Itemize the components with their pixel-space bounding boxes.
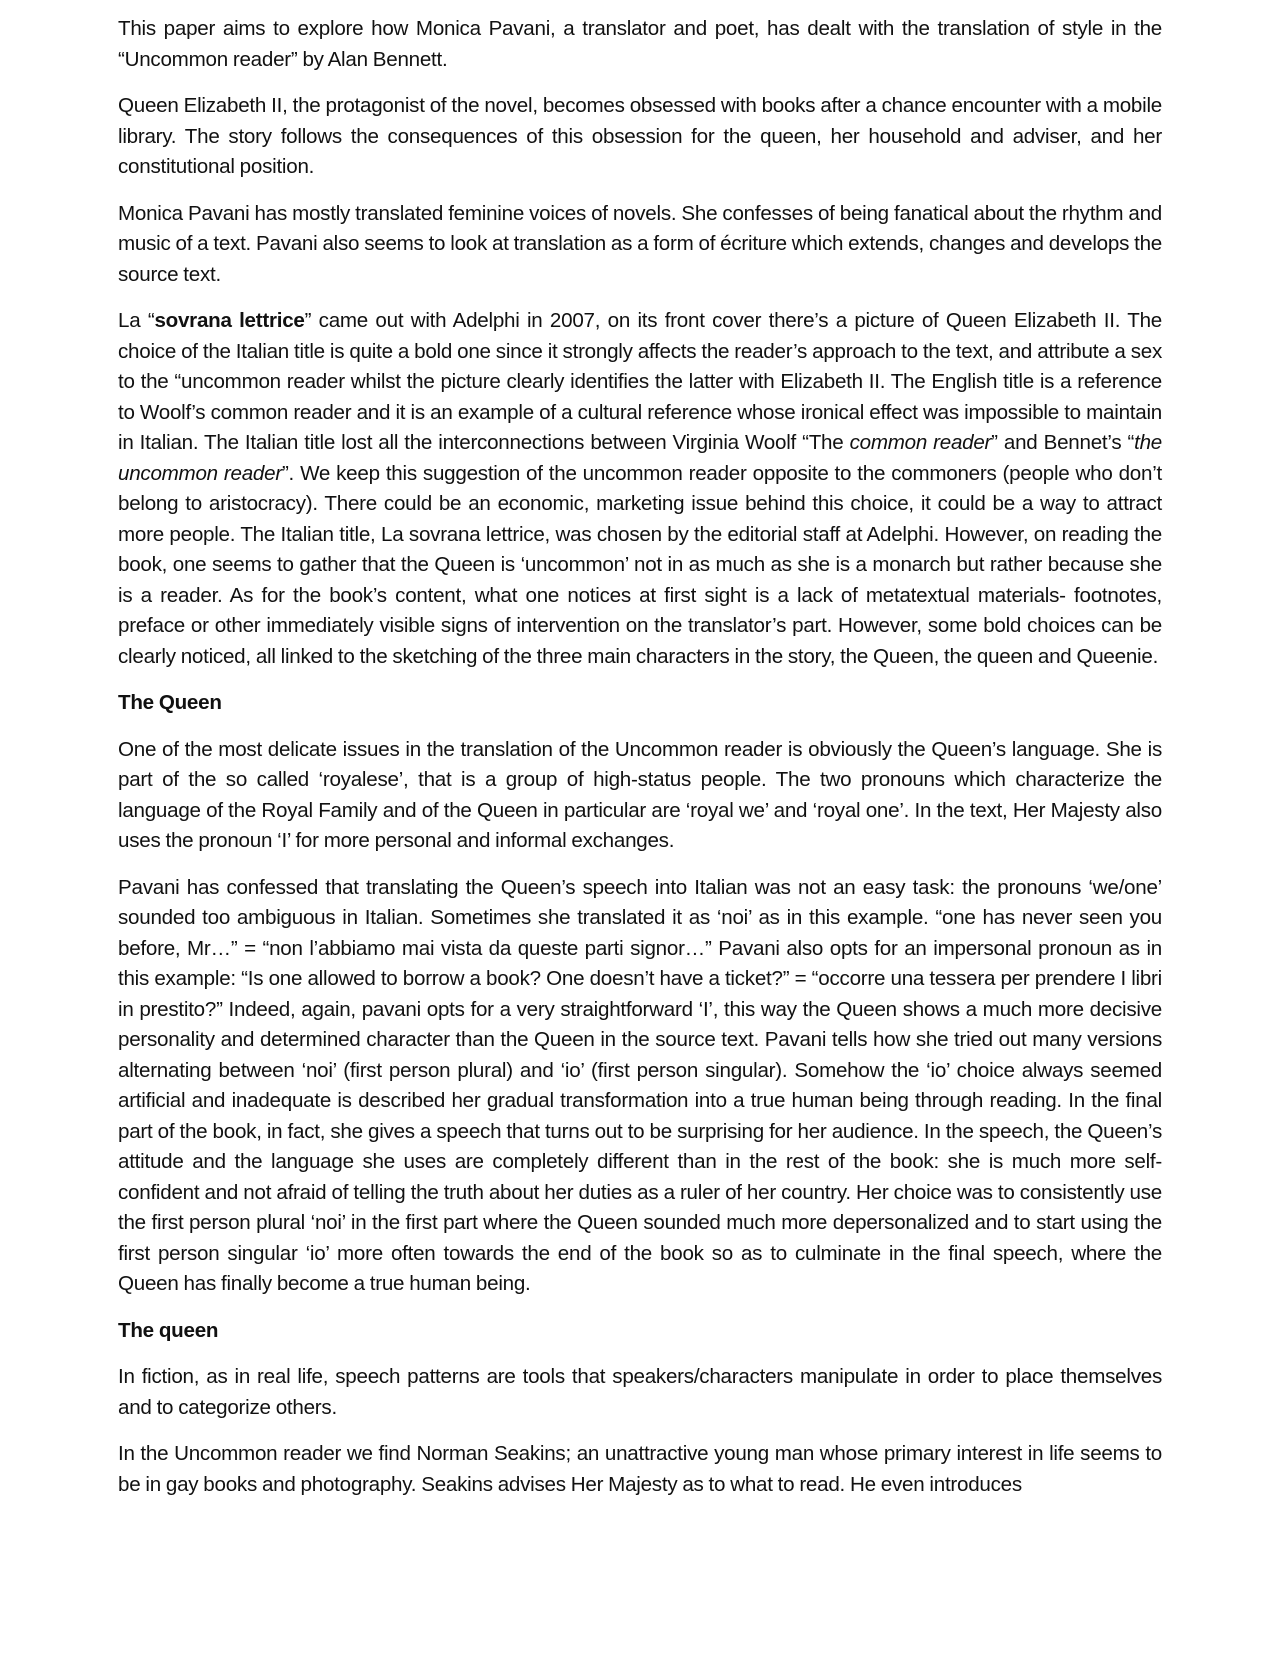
paragraph-intro: This paper aims to explore how Monica Pavani, a translator and poet, has dealt with the translation of style in the “Uncommon reader” by Alan Bennett.	[118, 17, 1162, 71]
paragraph-pronouns: Pavani has confessed that translating the Queen’s speech into Italian was not an easy task: the pronouns ‘we/one’ sounded too ambiguous in Italian. Sometimes she translated it as ‘noi’ as in this example. “one has never seen you before, Mr…” = “non l’abbiamo mai vista da queste parti signor…” Pavani also opts for an impersonal pronoun as in this example: “Is one allowed to borrow a book? One doesn’t have a ticket?” = “occorre una tessera per prendere I libri in prestito?” Indeed, again, pavani opts for a very straightforward ‘I’, this way the Queen shows a much more decisive personality and determined character than the Queen in the source text. Pavani tells how she tried out many versions alternating between ‘noi’ (first person plural) and ‘io’ (first person singular). Somehow the ‘io’ choice always seemed artificial and inadequate is described her gradual transformation into a true human being through reading. In the final part of the book, in fact, she gives a speech that turns out to be surprising for her audience. In the speech, the Queen’s attitude and the language she uses are completely different than in the rest of the book: she is much more self-confident and not afraid of telling the truth about her duties as a ruler of her country. Her choice was to consistently use the first person plural ‘noi’ in the first part where the Queen sounded much more depersonalized and to start using the first person singular ‘io’ more often towards the end of the book so as to culminate in the final speech, where the Queen has finally become a true human being.	[118, 875, 1162, 1295]
document-page	[118, 14, 1162, 1516]
text-run: ” and Bennet’s “	[991, 431, 1135, 454]
italic-text: the uncommon reader	[118, 431, 1162, 485]
italic-text: common reader	[849, 431, 992, 454]
text-run: ”. We keep this suggestion of the uncommon reader opposite to the commoners (people who don’t belong to aristocracy). There could be an economic, marketing issue behind this choice, it could be a way to attract more people. The Italian title, La sovrana lettrice, was chosen by the editorial staff at Adelphi. However, on reading the book, one seems to gather that the Queen is ‘uncommon’ not in as much as she is a monarch but rather because she is a reader. As for the book’s content, what one notices at first sight is a lack of metatextual materials- footnotes, preface or other immediately visible signs of intervention on the translator’s part. However, some bold choices can be clearly noticed, all linked to the sketching of the three main characters in the story, the Queen, the queen and Queenie.	[118, 461, 1163, 668]
paragraph-speech-patterns: In fiction, as in real life, speech patterns are tools that speakers/characters manipulate in order to place themselves and to categorize others.	[118, 1365, 1162, 1419]
paragraph-seakins: In the Uncommon reader we find Norman Seakins; an unattractive young man whose primary interest in life seems to be in gay books and photography. Seakins advises Her Majesty as to what to read. He even introduces	[118, 1442, 1162, 1496]
section-heading-the-queen-lowercase: The queen	[118, 1318, 219, 1342]
text-run: ” came out with Adelphi in 2007, on its front cover there’s a picture of Queen Elizabeth II. The choice of the Italian title is quite a bold one since it strongly affects the reader’s approach to the text, and attribute a sex to the “uncommon reader whilst the picture clearly identifies the latter with Elizabeth II. The English title is a reference to Woolf’s common reader and it is an example of a cultural reference whose ironical effect was impossible to maintain in Italian. The Italian title lost all the interconnections between Virginia Woolf “The	[118, 309, 1162, 454]
paragraph-title-choice	[118, 306, 1162, 672]
bold-title-text: sovrana lettrice	[154, 309, 305, 332]
text-run: La “	[118, 309, 155, 332]
paragraph-translator: Monica Pavani has mostly translated feminine voices of novels. She confesses of being fanatical about the rhythm and music of a text. Pavani also seems to look at translation as a form of écriture which extends, changes and develops the source text.	[118, 201, 1162, 286]
section-heading-the-queen: The Queen	[118, 691, 222, 714]
paragraph-plot: Queen Elizabeth II, the protagonist of the novel, becomes obsessed with books after a chance encounter with a mobile library. The story follows the consequences of this obsession for the queen, her household and adviser, and her constitutional position.	[118, 94, 1162, 178]
paragraph-queen-language: One of the most delicate issues in the translation of the Uncommon reader is obviously the Queen’s language. She is part of the so called ‘royalese’, that is a group of high-status people. The two pronouns which characterize the language of the Royal Family and of the Queen in particular are ‘royal we’ and ‘royal one’. In the text, Her Majesty also uses the pronoun ‘I’ for more personal and informal exchanges.	[118, 737, 1162, 852]
